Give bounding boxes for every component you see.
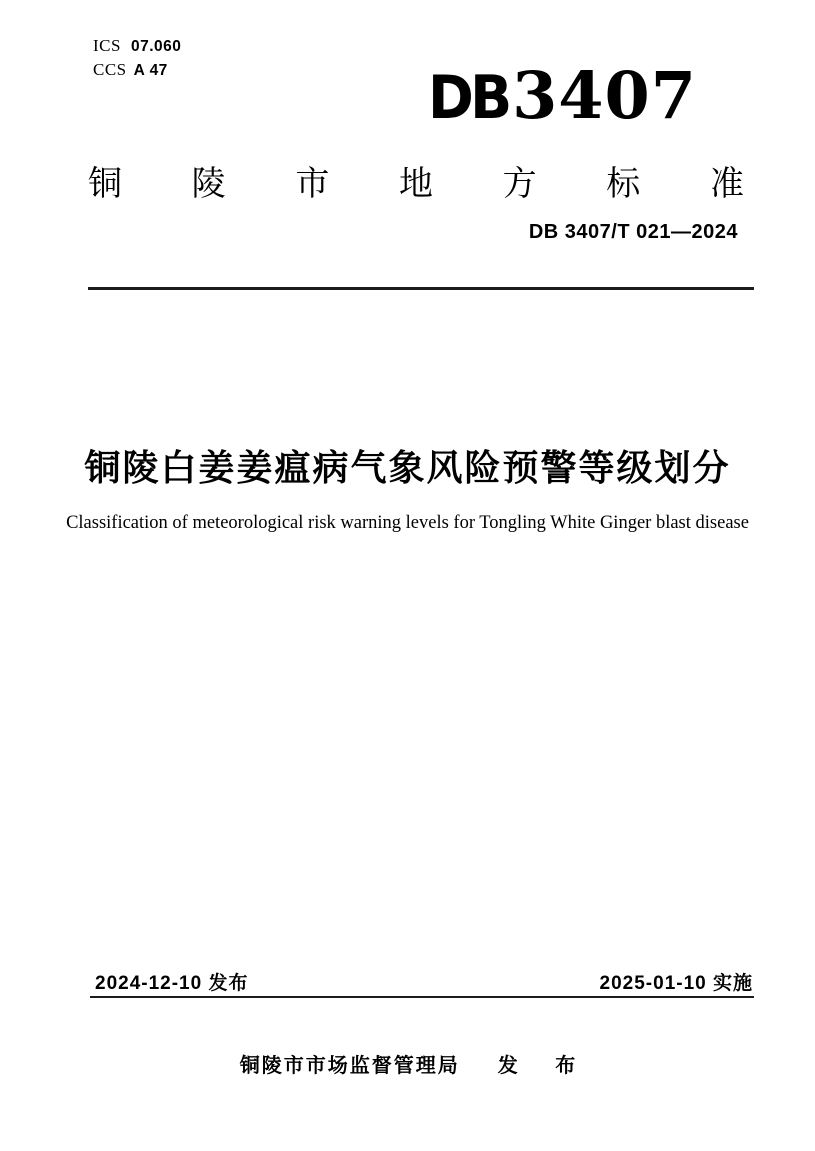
category-char: 市 [295,165,330,203]
db-logo-region-code: 3407 [512,58,697,134]
standard-number: DB 3407/T 021—2024 [528,221,738,243]
category-char: 铜 [88,165,122,203]
ics-value: 07.060 [130,38,182,55]
ics-label: ICS [93,36,121,55]
ics-code-line [93,34,181,58]
header-rule [88,287,754,290]
ccs-code-line [93,58,181,82]
category-char: 地 [398,165,433,203]
ccs-label: CCS [93,60,127,79]
issuer-name: 铜陵市市场监督管理局 [239,1055,460,1077]
document-title-chinese: 铜陵白姜姜瘟病气象风险预警等级划分 [84,447,731,488]
issue-action-label: 发 布 [497,1055,592,1077]
issuer-line [0,1049,815,1078]
standard-category-heading [88,156,744,205]
classification-codes [93,34,181,82]
ccs-value: A 47 [133,62,168,79]
category-char: 方 [502,165,537,203]
document-title-english: Classification of meteorological risk warning levels for Tongling White Ginger blast disease [66,513,749,533]
db-logo-prefix: DB [427,63,509,133]
category-char: 准 [709,165,744,203]
issue-date: 2024-12-10 发布 [95,973,249,994]
date-row [95,968,753,995]
category-char: 陵 [191,165,226,203]
db-logotype [421,58,697,134]
footer-rule [90,996,754,998]
category-char: 标 [606,165,641,203]
implement-date: 2025-01-10 实施 [599,973,753,994]
